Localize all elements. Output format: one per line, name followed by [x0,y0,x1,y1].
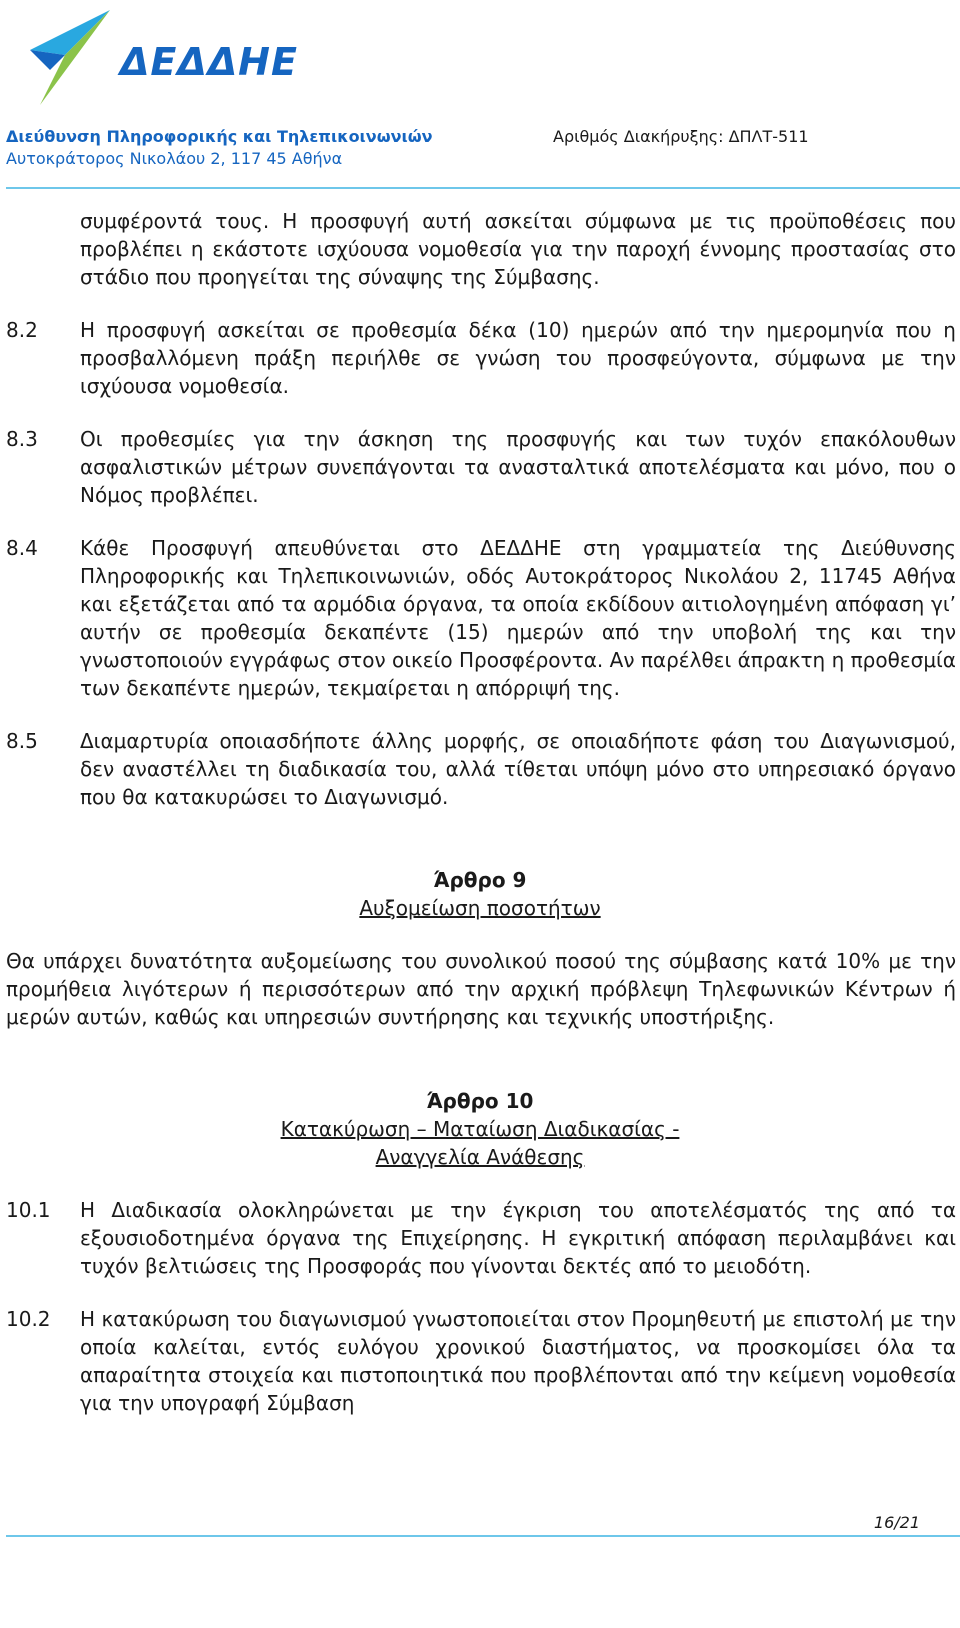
article-9-title: Άρθρο 9 [433,868,527,892]
announcement-number: Αριθμός Διακήρυξης: ΔΠΛΤ-511 [553,127,809,146]
clause-number: 10.1 [6,1198,51,1222]
article-10-subtitle-line2: Αναγγελία Ανάθεσης [375,1145,585,1169]
clause-number: 8.3 [6,427,38,451]
article-10-subtitle-line1: Κατακύρωση – Ματαίωση Διαδικασίας - [280,1117,680,1141]
continuation-paragraph: συμφέροντά τους. Η προσφυγή αυτή ασκείται σύμφωνα με τις προϋποθέσεις που προβλέπει η εκάστοτε ισχύουσα νομοθεσία για την παροχή έννομης προστασίας στο στάδιο που προηγείται της σύναψης της Σύμβασης. [80,209,956,289]
logo-bolt-icon [10,10,120,105]
clause-8-3 [0,425,960,509]
header-divider [6,187,960,189]
page-number: 16/21 [873,1513,920,1532]
department-address: Αυτοκράτορος Νικολάου 2, 117 45 Αθήνα [6,149,343,168]
company-logo [10,10,310,110]
clause-number: 8.5 [6,729,38,753]
clause-text: Η προσφυγή ασκείται σε προθεσμία δέκα (10) ημερών από την ημερομηνία που η προσβαλλόμενη πράξη περιήλθε σε γνώση του προσφεύγοντα, σύμφωνα με την ισχύουσα νομοθεσία. [80,318,956,398]
department-name: Διεύθυνση Πληροφορικής και Τηλεπικοινωνιών [6,127,433,146]
article-9-text: Θα υπάρχει δυνατότητα αυξομείωσης του συνολικού ποσού της σύμβασης κατά 10% με την προμήθεια λιγότερων ή περισσότερων από την αρχική πρόβλεψη Τηλεφωνικών Κέντρων ή μερών αυτών, καθώς και υπηρεσιών συντήρησης και τεχνικής υποστήριξης. [6,949,956,1029]
article-10-title: Άρθρο 10 [426,1089,534,1113]
clause-10-2 [0,1305,960,1417]
clause-text: Κάθε Προσφυγή απευθύνεται στο ΔΕΔΔΗΕ στη γραμματεία της Διεύθυνσης Πληροφορικής και Τηλεπικοινωνιών, οδός Αυτοκράτορος Νικολάου 2, 11745 Αθήνα και εξετάζεται από τα αρμόδια όργανα, τα οποία εκδίδουν αιτιολογημένη απόφαση γι’ αυτήν σε προθεσμία δεκαπέντε (15) ημερών από την υποβολή της και την γνωστοποιούν εγγράφως στον οικείο Προσφέροντα. Αν παρέλθει άπρακτη η προθεσμία των δεκαπέντε ημερών, τεκμαίρεται η απόρριψή της. [80,536,956,700]
clause-text: Οι προθεσμίες για την άσκηση της προσφυγής και των τυχόν επακόλουθων ασφαλιστικών μέτρων συνεπάγονται τα ανασταλτικά αποτελέσματα και μόνο, που ο Νόμος προβλέπει. [80,427,956,507]
clause-10-1 [0,1196,960,1280]
article-9-subtitle: Αυξομείωση ποσοτήτων [359,896,601,920]
logo-wordmark: ΔΕΔΔΗΕ [120,40,298,84]
clause-8-4 [0,534,960,702]
clause-8-5 [0,727,960,811]
clause-text: Διαμαρτυρία οποιασδήποτε άλλης μορφής, σε οποιαδήποτε φάση του Διαγωνισμού, δεν αναστέλλει τη διαδικασία του, αλλά τίθεται υπόψη μόνο στο υπηρεσιακό όργανο που θα κατακυρώσει το Διαγωνισμό. [80,729,956,809]
clause-text: Η κατακύρωση του διαγωνισμού γνωστοποιείται στον Προμηθευτή με επιστολή με την οποία καλείται, εντός ευλόγου χρονικού διαστήματος, να προσκομίσει όλα τα απαραίτητα στοιχεία και πιστοποιητικά που προβλέπονται από την κείμενη νομοθεσία για την υπογραφή Σύμβαση [80,1307,956,1415]
clause-number: 8.4 [6,536,38,560]
clause-number: 8.2 [6,318,38,342]
document-body [0,207,960,1417]
footer-divider [6,1535,960,1537]
header-organization [6,126,433,170]
clause-number: 10.2 [6,1307,51,1331]
clause-text: Η Διαδικασία ολοκληρώνεται με την έγκριση του αποτελέσματός της από τα εξουσιοδοτημένα όργανα της Επιχείρησης. Η εγκριτική απόφαση περιλαμβάνει και τυχόν βελτιώσεις της Προσφοράς που γίνονται δεκτές από το μειοδότη. [80,1198,956,1278]
clause-8-2 [0,316,960,400]
